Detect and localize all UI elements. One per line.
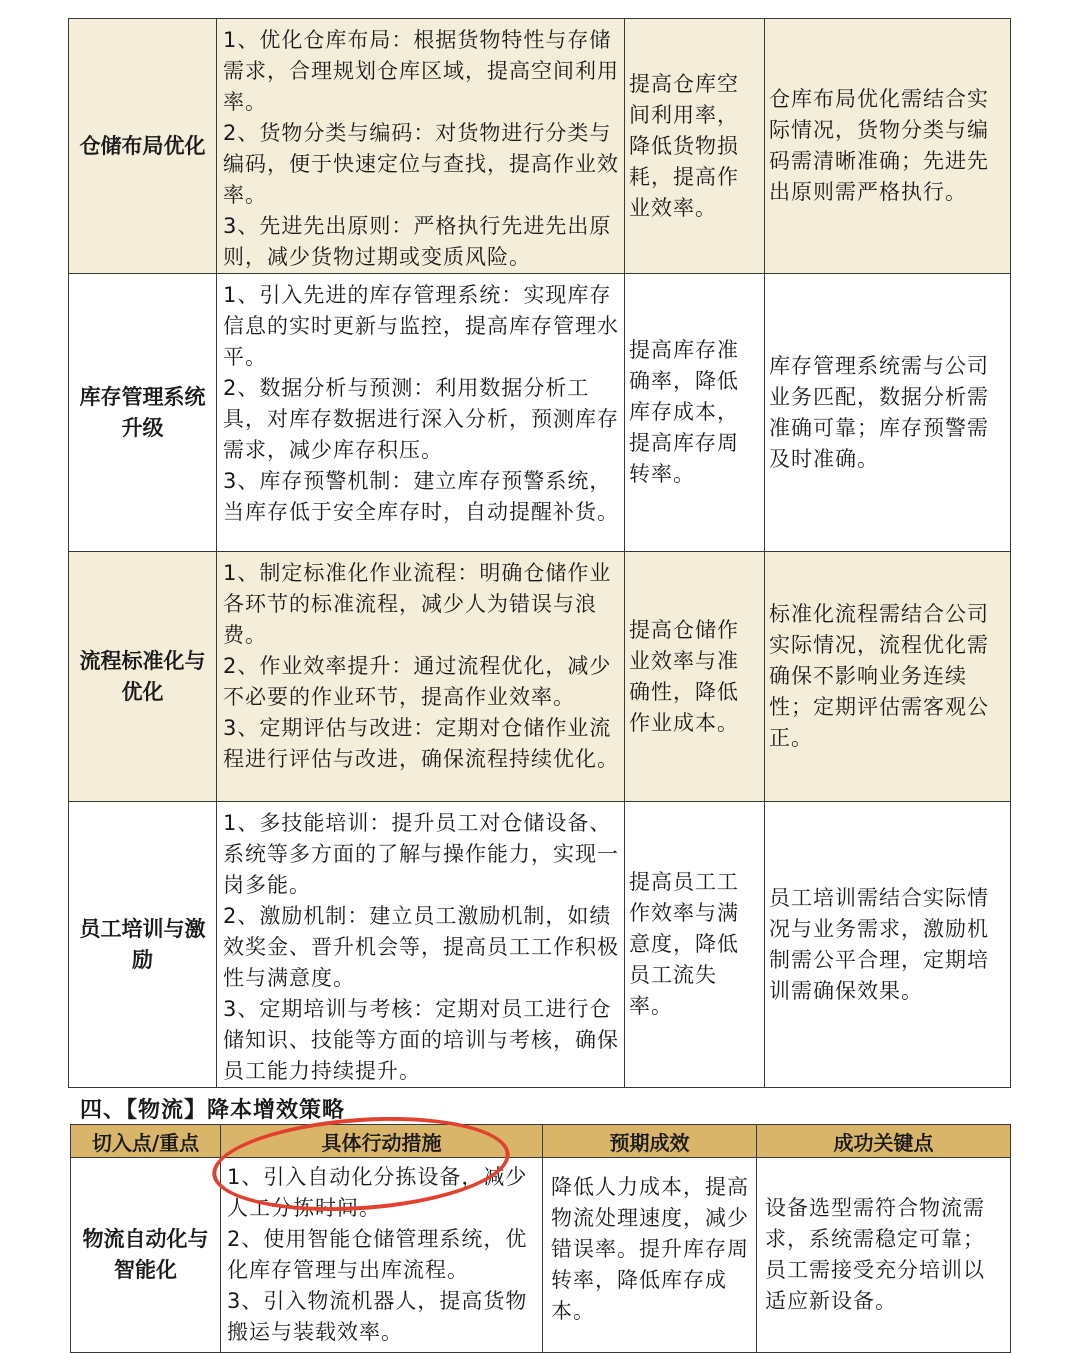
key-points-cell: 员工培训需结合实际情况与业务需求，激励机制需公平合理，定期培训需确保效果。: [765, 802, 1011, 1088]
measure-item: 2、数据分析与预测：利用数据分析工具，对库存数据进行深入分析，预测库存需求，减少库存积压。: [223, 376, 619, 462]
focus-cell: 物流自动化与智能化: [71, 1158, 221, 1353]
effect-cell: 提高仓库空间利用率，降低货物损耗，提高作业效率。: [625, 19, 765, 274]
focus-cell: 流程标准化与优化: [69, 552, 217, 802]
column-header: 切入点/重点: [71, 1125, 221, 1158]
table-header-row: [71, 1125, 1011, 1158]
measures-cell: [221, 1158, 543, 1353]
table-row: [69, 802, 1011, 1088]
key-points-cell: 库存管理系统需与公司业务匹配，数据分析需准确可靠；库存预警需及时准确。: [765, 274, 1011, 552]
measures-cell: [217, 274, 625, 552]
effect-cell: 提高库存准确率，降低库存成本，提高库存周转率。: [625, 274, 765, 552]
measure-item: 1、引入自动化分拣设备，减少人工分拣时间。: [227, 1165, 528, 1220]
effect-cell: 提高仓储作业效率与准确性，降低作业成本。: [625, 552, 765, 802]
measure-item: 2、使用智能仓储管理系统，优化库存管理与出库流程。: [227, 1227, 528, 1282]
measure-item: 3、库存预警机制：建立库存预警系统，当库存低于安全库存时，自动提醒补货。: [223, 469, 619, 524]
measure-item: 1、优化仓库布局：根据货物特性与存储需求，合理规划仓库区域，提高空间利用率。: [223, 28, 619, 114]
measure-item: 3、先进先出原则：严格执行先进先出原则，减少货物过期或变质风险。: [223, 214, 612, 269]
measures-cell: [217, 802, 625, 1088]
logistics-strategy-table: [70, 1124, 1011, 1353]
focus-cell: 库存管理系统升级: [69, 274, 217, 552]
measure-item: 1、制定标准化作业流程：明确仓储作业各环节的标准流程，减少人为错误与浪费。: [223, 561, 612, 647]
measure-item: 1、多技能培训：提升员工对仓储设备、系统等多方面的了解与操作能力，实现一岗多能。: [223, 811, 619, 897]
measure-item: 2、货物分类与编码：对货物进行分类与编码，便于快速定位与查找，提高作业效率。: [223, 121, 619, 207]
section-title: 四、【物流】降本增效策略: [80, 1098, 346, 1123]
column-header: 具体行动措施: [221, 1125, 543, 1158]
warehouse-strategy-table: [68, 18, 1011, 1088]
effect-cell: 提高员工工作效率与满意度，降低员工流失率。: [625, 802, 765, 1088]
key-points-cell: 设备选型需符合物流需求，系统需稳定可靠；员工需接受充分培训以适应新设备。: [757, 1158, 1011, 1353]
table-row: [71, 1158, 1011, 1353]
table-row: [69, 274, 1011, 552]
column-header: 预期成效: [543, 1125, 757, 1158]
measure-item: 3、定期评估与改进：定期对仓储作业流程进行评估与改进，确保流程持续优化。: [223, 716, 619, 771]
focus-cell: 仓储布局优化: [69, 19, 217, 274]
table-row: [69, 19, 1011, 274]
focus-cell: 员工培训与激励: [69, 802, 217, 1088]
key-points-cell: 仓库布局优化需结合实际情况，货物分类与编码需清晰准确；先进先出原则需严格执行。: [765, 19, 1011, 274]
table-row: [69, 552, 1011, 802]
column-header: 成功关键点: [757, 1125, 1011, 1158]
measure-item: 3、引入物流机器人，提高货物搬运与装载效率。: [227, 1289, 528, 1344]
measure-item: 3、定期培训与考核：定期对员工进行仓储知识、技能等方面的培训与考核，确保员工能力持续提升。: [223, 997, 619, 1083]
measure-item: 2、作业效率提升：通过流程优化，减少不必要的作业环节，提高作业效率。: [223, 654, 612, 709]
measure-item: 2、激励机制：建立员工激励机制，如绩效奖金、晋升机会等，提高员工工作积极性与满意度。: [223, 904, 619, 990]
key-points-cell: 标准化流程需结合公司实际情况，流程优化需确保不影响业务连续性；定期评估需客观公正。: [765, 552, 1011, 802]
measures-cell: [217, 19, 625, 274]
effect-cell: 降低人力成本，提高物流处理速度，减少错误率。提升库存周转率，降低库存成本。: [543, 1158, 757, 1353]
measures-cell: [217, 552, 625, 802]
measure-item: 1、引入先进的库存管理系统：实现库存信息的实时更新与监控，提高库存管理水平。: [223, 283, 619, 369]
